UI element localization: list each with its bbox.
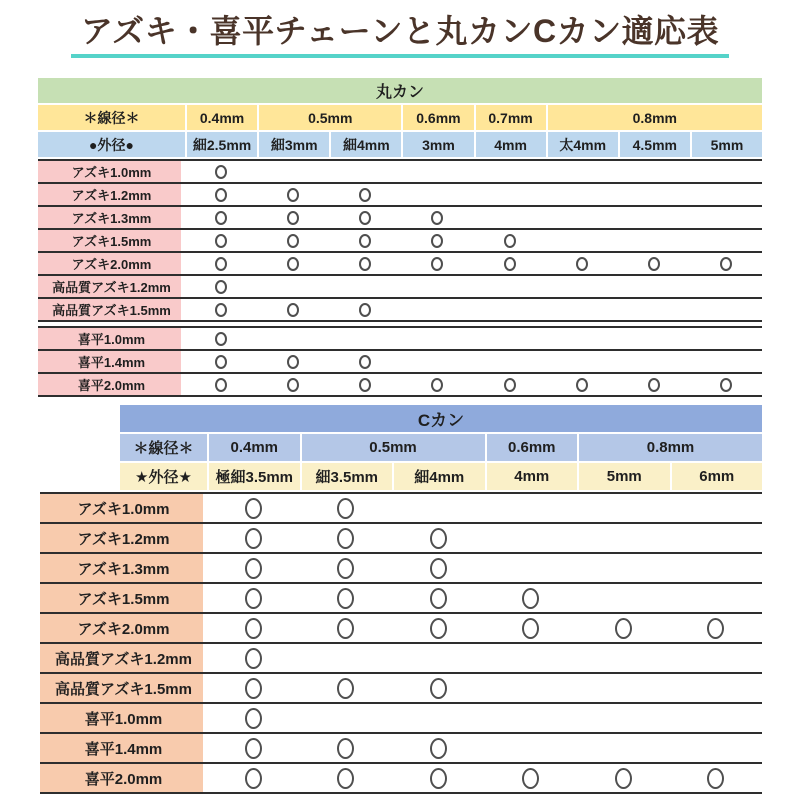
table-row bbox=[40, 494, 762, 524]
circle-mark bbox=[430, 558, 447, 579]
compat-cell bbox=[670, 764, 763, 792]
compat-cell bbox=[401, 184, 473, 205]
outer-diameter-value: 細2.5mm bbox=[187, 132, 257, 157]
marukan-table-header bbox=[38, 78, 762, 157]
title-container bbox=[0, 0, 800, 58]
circle-mark bbox=[337, 768, 354, 789]
row-label: アズキ1.5mm bbox=[38, 230, 185, 251]
table-row bbox=[40, 764, 762, 794]
compat-cell bbox=[577, 644, 670, 672]
compat-cell bbox=[329, 328, 401, 349]
compat-cell bbox=[618, 230, 690, 251]
compat-cell bbox=[185, 328, 257, 349]
compat-cell bbox=[670, 614, 763, 642]
outer-diameter-value: 5mm bbox=[692, 132, 762, 157]
table-row bbox=[38, 161, 762, 184]
wire-diameter-value: 0.4mm bbox=[187, 105, 257, 130]
circle-mark bbox=[337, 738, 354, 759]
wire-diameter-value: 0.7mm bbox=[476, 105, 546, 130]
circle-mark bbox=[720, 257, 732, 271]
compat-cell bbox=[485, 674, 578, 702]
compat-cell bbox=[546, 374, 618, 395]
compat-cell bbox=[670, 584, 763, 612]
compat-cell bbox=[577, 554, 670, 582]
compat-cell bbox=[690, 161, 762, 182]
compat-cell bbox=[401, 328, 473, 349]
wire-diameter-value: 0.8mm bbox=[548, 105, 762, 130]
circle-mark bbox=[337, 678, 354, 699]
compat-cell bbox=[207, 764, 300, 792]
row-label: アズキ1.3mm bbox=[40, 554, 207, 582]
circle-mark bbox=[337, 618, 354, 639]
compat-cell bbox=[300, 734, 393, 762]
compat-cell bbox=[185, 230, 257, 251]
circle-mark bbox=[431, 211, 443, 225]
compat-cell bbox=[401, 253, 473, 274]
row-label: アズキ1.0mm bbox=[40, 494, 207, 522]
compat-cell bbox=[185, 374, 257, 395]
compat-cell bbox=[618, 299, 690, 320]
wire-diameter-value: 0.8mm bbox=[579, 434, 762, 461]
compat-cell bbox=[300, 764, 393, 792]
circle-mark bbox=[215, 280, 227, 294]
compat-cell bbox=[329, 276, 401, 297]
compat-cell bbox=[392, 554, 485, 582]
compat-cell bbox=[690, 374, 762, 395]
table-row bbox=[38, 276, 762, 299]
circle-mark bbox=[245, 768, 262, 789]
compat-cell bbox=[577, 614, 670, 642]
row-label: 高品質アズキ1.5mm bbox=[40, 674, 207, 702]
circle-mark bbox=[522, 618, 539, 639]
circle-mark bbox=[430, 528, 447, 549]
circle-mark bbox=[245, 738, 262, 759]
compat-cell bbox=[577, 704, 670, 732]
ckan-table-body bbox=[40, 492, 762, 794]
compat-cell bbox=[690, 276, 762, 297]
outer-diameter-value: 細3mm bbox=[259, 132, 329, 157]
circle-mark bbox=[337, 558, 354, 579]
marukan-name-header: 丸カン bbox=[38, 78, 762, 103]
table-row bbox=[38, 374, 762, 397]
row-label: 喜平1.0mm bbox=[38, 328, 185, 349]
compat-cell bbox=[185, 184, 257, 205]
compat-cell bbox=[577, 734, 670, 762]
compat-cell bbox=[207, 524, 300, 552]
compat-cell bbox=[401, 351, 473, 372]
compat-cell bbox=[392, 644, 485, 672]
wire-diameter-value: 0.5mm bbox=[259, 105, 401, 130]
row-label: アズキ1.2mm bbox=[40, 524, 207, 552]
compat-cell bbox=[300, 674, 393, 702]
row-label: アズキ1.2mm bbox=[38, 184, 185, 205]
compat-cell bbox=[485, 704, 578, 732]
row-label: 喜平1.4mm bbox=[38, 351, 185, 372]
circle-mark bbox=[648, 378, 660, 392]
table-row bbox=[40, 614, 762, 644]
compat-cell bbox=[690, 351, 762, 372]
circle-mark bbox=[245, 648, 262, 669]
row-label: アズキ2.0mm bbox=[40, 614, 207, 642]
compat-cell bbox=[670, 674, 763, 702]
compat-cell bbox=[546, 276, 618, 297]
compat-cell bbox=[207, 494, 300, 522]
compat-cell bbox=[690, 207, 762, 228]
compat-cell bbox=[257, 299, 329, 320]
table-row bbox=[38, 351, 762, 374]
compat-cell bbox=[401, 299, 473, 320]
outer-diameter-value: 4.5mm bbox=[620, 132, 690, 157]
row-label: 高品質アズキ1.2mm bbox=[40, 644, 207, 672]
compat-cell bbox=[474, 276, 546, 297]
table-row bbox=[40, 674, 762, 704]
compat-cell bbox=[207, 554, 300, 582]
compat-cell bbox=[392, 674, 485, 702]
outer-diameter-value: 3mm bbox=[403, 132, 473, 157]
circle-mark bbox=[287, 211, 299, 225]
circle-mark bbox=[215, 211, 227, 225]
compat-cell bbox=[670, 734, 763, 762]
outer-diameter-value: 5mm bbox=[579, 463, 670, 490]
compat-cell bbox=[392, 614, 485, 642]
outer-diameter-value: 6mm bbox=[672, 463, 763, 490]
table-row bbox=[40, 584, 762, 614]
circle-mark bbox=[359, 211, 371, 225]
circle-mark bbox=[287, 303, 299, 317]
compat-cell bbox=[618, 253, 690, 274]
ckan-wire-diameter-row bbox=[120, 434, 762, 461]
table-row bbox=[38, 299, 762, 322]
outer-diameter-label: ●外径● bbox=[38, 132, 185, 157]
compat-cell bbox=[257, 230, 329, 251]
outer-diameter-value: 細4mm bbox=[394, 463, 485, 490]
circle-mark bbox=[431, 234, 443, 248]
compat-cell bbox=[546, 207, 618, 228]
table-row bbox=[38, 230, 762, 253]
ckan-outer-diameter-row bbox=[120, 463, 762, 490]
compat-cell bbox=[474, 161, 546, 182]
circle-mark bbox=[215, 257, 227, 271]
compat-cell bbox=[207, 584, 300, 612]
compat-cell bbox=[546, 328, 618, 349]
compat-cell bbox=[577, 524, 670, 552]
compat-cell bbox=[618, 161, 690, 182]
compat-cell bbox=[185, 161, 257, 182]
compat-cell bbox=[300, 704, 393, 732]
marukan-table-body bbox=[38, 159, 762, 397]
compat-cell bbox=[577, 494, 670, 522]
outer-diameter-value: 4mm bbox=[476, 132, 546, 157]
compat-cell bbox=[618, 184, 690, 205]
compat-cell bbox=[670, 494, 763, 522]
compat-cell bbox=[485, 494, 578, 522]
circle-mark bbox=[245, 708, 262, 729]
circle-mark bbox=[522, 768, 539, 789]
compat-cell bbox=[546, 161, 618, 182]
compat-cell bbox=[392, 704, 485, 732]
table-row bbox=[40, 524, 762, 554]
compat-cell bbox=[546, 253, 618, 274]
row-label: アズキ2.0mm bbox=[38, 253, 185, 274]
page-title: アズキ・喜平チェーンと丸カンCカン適応表 bbox=[71, 13, 729, 58]
compat-cell bbox=[618, 351, 690, 372]
compat-cell bbox=[474, 374, 546, 395]
row-label: 喜平1.0mm bbox=[40, 704, 207, 732]
circle-mark bbox=[215, 332, 227, 346]
table-row bbox=[40, 734, 762, 764]
compat-cell bbox=[690, 184, 762, 205]
compat-cell bbox=[392, 734, 485, 762]
circle-mark bbox=[215, 303, 227, 317]
compat-cell bbox=[300, 644, 393, 672]
row-label: アズキ1.3mm bbox=[38, 207, 185, 228]
circle-mark bbox=[707, 618, 724, 639]
table-row bbox=[40, 554, 762, 584]
circle-mark bbox=[430, 588, 447, 609]
compat-cell bbox=[329, 351, 401, 372]
compat-cell bbox=[300, 584, 393, 612]
circle-mark bbox=[215, 165, 227, 179]
compat-cell bbox=[485, 734, 578, 762]
compat-cell bbox=[690, 328, 762, 349]
circle-mark bbox=[245, 558, 262, 579]
circle-mark bbox=[359, 303, 371, 317]
compat-cell bbox=[474, 299, 546, 320]
compat-cell bbox=[577, 674, 670, 702]
circle-mark bbox=[431, 257, 443, 271]
row-label: 喜平2.0mm bbox=[38, 374, 185, 395]
circle-mark bbox=[245, 678, 262, 699]
circle-mark bbox=[215, 234, 227, 248]
wire-diameter-label: ＊線径＊ bbox=[38, 105, 185, 130]
circle-mark bbox=[337, 588, 354, 609]
compat-cell bbox=[474, 184, 546, 205]
outer-diameter-label: ★外径★ bbox=[120, 463, 207, 490]
circle-mark bbox=[245, 618, 262, 639]
circle-mark bbox=[576, 378, 588, 392]
wire-diameter-value: 0.6mm bbox=[487, 434, 578, 461]
compat-cell bbox=[207, 704, 300, 732]
compat-cell bbox=[329, 161, 401, 182]
circle-mark bbox=[287, 378, 299, 392]
compat-cell bbox=[257, 253, 329, 274]
compat-cell bbox=[546, 230, 618, 251]
compat-cell bbox=[329, 374, 401, 395]
circle-mark bbox=[287, 355, 299, 369]
compat-cell bbox=[485, 554, 578, 582]
circle-mark bbox=[431, 378, 443, 392]
compat-cell bbox=[257, 351, 329, 372]
compat-cell bbox=[257, 207, 329, 228]
circle-mark bbox=[615, 768, 632, 789]
compat-cell bbox=[485, 764, 578, 792]
circle-mark bbox=[615, 618, 632, 639]
compat-cell bbox=[618, 276, 690, 297]
outer-diameter-value: 細4mm bbox=[331, 132, 401, 157]
outer-diameter-value: 細3.5mm bbox=[302, 463, 393, 490]
compat-cell bbox=[207, 614, 300, 642]
row-label: 高品質アズキ1.2mm bbox=[38, 276, 185, 297]
compat-cell bbox=[257, 328, 329, 349]
wire-diameter-label: ＊線径＊ bbox=[120, 434, 207, 461]
wire-diameter-value: 0.4mm bbox=[209, 434, 300, 461]
compat-cell bbox=[392, 764, 485, 792]
circle-mark bbox=[337, 498, 354, 519]
compat-cell bbox=[392, 494, 485, 522]
compat-cell bbox=[618, 374, 690, 395]
compat-cell bbox=[690, 230, 762, 251]
marukan-outer-diameter-row bbox=[38, 132, 762, 157]
table-row bbox=[38, 184, 762, 207]
compat-cell bbox=[207, 734, 300, 762]
compat-cell bbox=[300, 554, 393, 582]
table-row bbox=[38, 328, 762, 351]
circle-mark bbox=[504, 257, 516, 271]
compat-cell bbox=[577, 584, 670, 612]
outer-diameter-value: 太4mm bbox=[548, 132, 618, 157]
circle-mark bbox=[245, 588, 262, 609]
circle-mark bbox=[215, 188, 227, 202]
ckan-table-header bbox=[120, 405, 762, 490]
circle-mark bbox=[359, 234, 371, 248]
compat-cell bbox=[257, 276, 329, 297]
table-row bbox=[40, 704, 762, 734]
compat-cell bbox=[329, 230, 401, 251]
circle-mark bbox=[245, 498, 262, 519]
compat-cell bbox=[300, 524, 393, 552]
circle-mark bbox=[215, 355, 227, 369]
compat-cell bbox=[401, 207, 473, 228]
compat-cell bbox=[401, 276, 473, 297]
compat-cell bbox=[546, 351, 618, 372]
compat-cell bbox=[485, 524, 578, 552]
circle-mark bbox=[359, 355, 371, 369]
compat-cell bbox=[474, 328, 546, 349]
compat-cell bbox=[618, 207, 690, 228]
compat-cell bbox=[329, 207, 401, 228]
compat-cell bbox=[257, 184, 329, 205]
circle-mark bbox=[337, 528, 354, 549]
outer-diameter-value: 極細3.5mm bbox=[209, 463, 300, 490]
circle-mark bbox=[287, 188, 299, 202]
compat-cell bbox=[546, 299, 618, 320]
wire-diameter-value: 0.5mm bbox=[302, 434, 485, 461]
circle-mark bbox=[430, 768, 447, 789]
circle-mark bbox=[430, 678, 447, 699]
table-row bbox=[38, 207, 762, 230]
compat-cell bbox=[401, 230, 473, 251]
table-row bbox=[40, 644, 762, 674]
compat-cell bbox=[474, 351, 546, 372]
outer-diameter-value: 4mm bbox=[487, 463, 578, 490]
compat-cell bbox=[670, 644, 763, 672]
compat-cell bbox=[300, 614, 393, 642]
circle-mark bbox=[359, 378, 371, 392]
compat-cell bbox=[185, 253, 257, 274]
compat-cell bbox=[401, 161, 473, 182]
row-label: アズキ1.5mm bbox=[40, 584, 207, 612]
circle-mark bbox=[707, 768, 724, 789]
compat-cell bbox=[670, 704, 763, 732]
circle-mark bbox=[430, 618, 447, 639]
compat-cell bbox=[546, 184, 618, 205]
circle-mark bbox=[430, 738, 447, 759]
compat-cell bbox=[207, 644, 300, 672]
compat-cell bbox=[485, 644, 578, 672]
compat-cell bbox=[257, 161, 329, 182]
compat-cell bbox=[474, 207, 546, 228]
marukan-wire-diameter-row bbox=[38, 105, 762, 130]
compat-cell bbox=[257, 374, 329, 395]
compat-cell bbox=[485, 614, 578, 642]
ckan-table bbox=[40, 405, 762, 794]
compat-cell bbox=[392, 584, 485, 612]
compat-cell bbox=[670, 554, 763, 582]
compat-cell bbox=[329, 184, 401, 205]
circle-mark bbox=[287, 234, 299, 248]
circle-mark bbox=[287, 257, 299, 271]
circle-mark bbox=[720, 378, 732, 392]
compat-cell bbox=[185, 207, 257, 228]
row-label: 喜平1.4mm bbox=[40, 734, 207, 762]
row-label: 喜平2.0mm bbox=[40, 764, 207, 792]
ckan-name-header: Cカン bbox=[120, 405, 762, 432]
row-label: アズキ1.0mm bbox=[38, 161, 185, 182]
circle-mark bbox=[576, 257, 588, 271]
circle-mark bbox=[215, 378, 227, 392]
compat-cell bbox=[577, 764, 670, 792]
compat-cell bbox=[401, 374, 473, 395]
compat-cell bbox=[329, 253, 401, 274]
compat-cell bbox=[690, 253, 762, 274]
table-row bbox=[38, 253, 762, 276]
marukan-table bbox=[38, 78, 762, 397]
compat-cell bbox=[474, 253, 546, 274]
compat-cell bbox=[300, 494, 393, 522]
compat-cell bbox=[690, 299, 762, 320]
compat-cell bbox=[185, 351, 257, 372]
compat-cell bbox=[485, 584, 578, 612]
circle-mark bbox=[648, 257, 660, 271]
circle-mark bbox=[504, 378, 516, 392]
compat-cell bbox=[207, 674, 300, 702]
row-label: 高品質アズキ1.5mm bbox=[38, 299, 185, 320]
circle-mark bbox=[522, 588, 539, 609]
compat-cell bbox=[618, 328, 690, 349]
compat-cell bbox=[185, 276, 257, 297]
circle-mark bbox=[359, 257, 371, 271]
compat-cell bbox=[185, 299, 257, 320]
compat-cell bbox=[670, 524, 763, 552]
wire-diameter-value: 0.6mm bbox=[403, 105, 473, 130]
circle-mark bbox=[504, 234, 516, 248]
circle-mark bbox=[359, 188, 371, 202]
compat-cell bbox=[474, 230, 546, 251]
compat-cell bbox=[329, 299, 401, 320]
circle-mark bbox=[245, 528, 262, 549]
compat-cell bbox=[392, 524, 485, 552]
